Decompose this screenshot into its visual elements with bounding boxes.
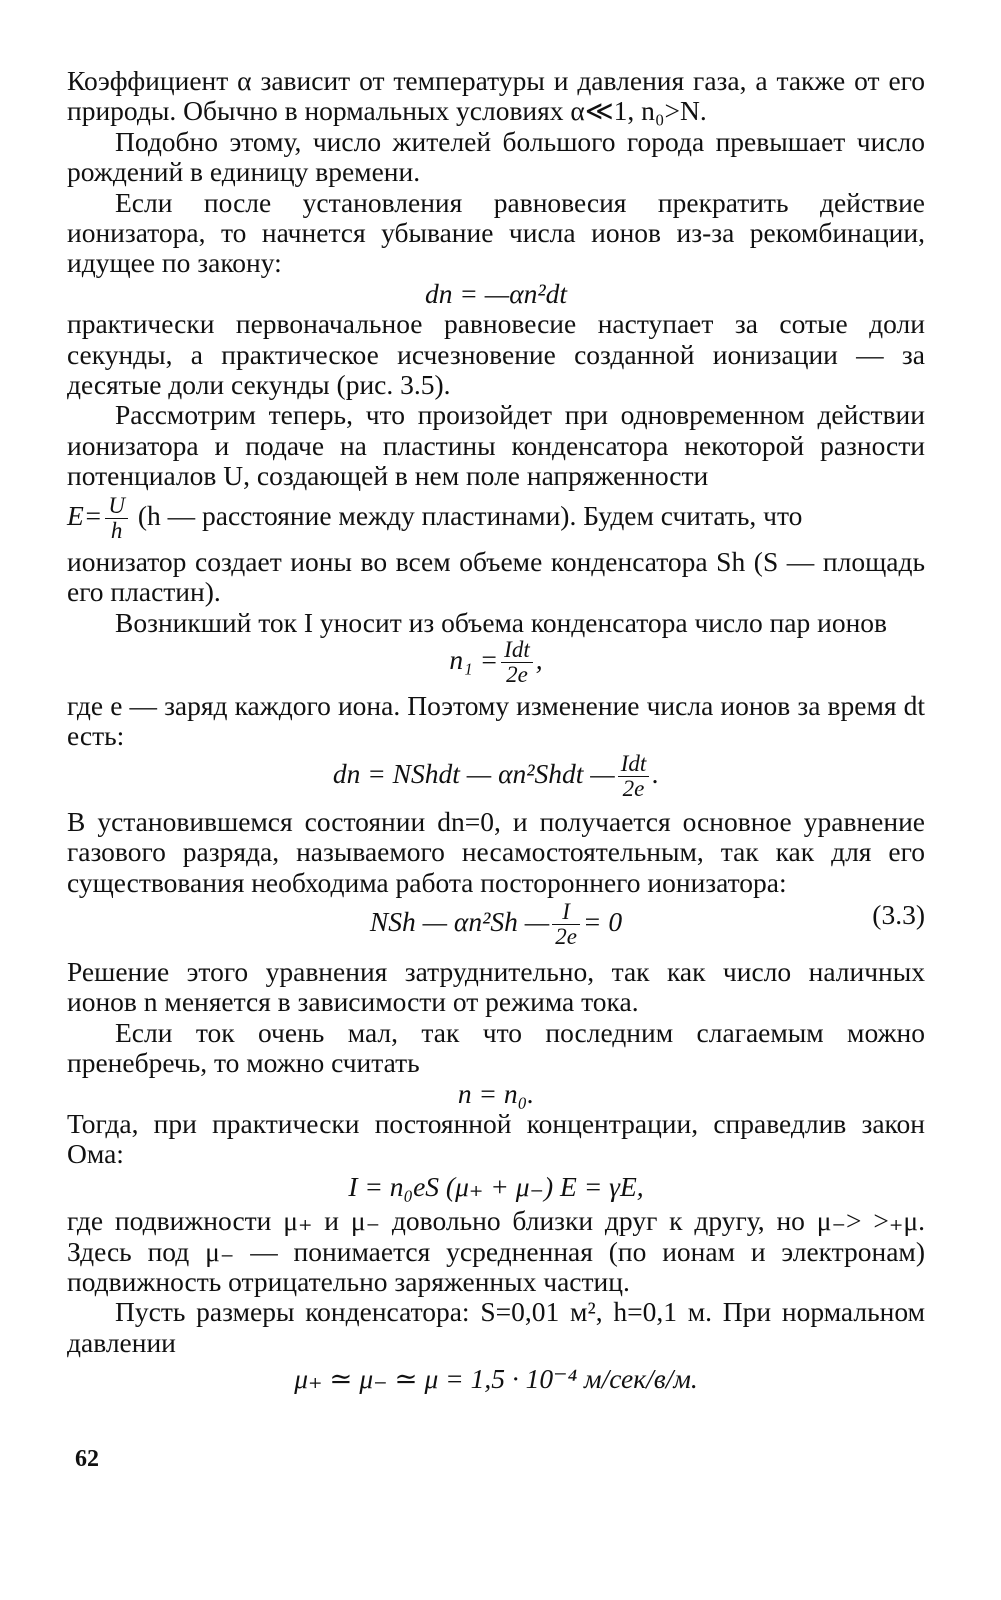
equation-3-3-fraction (552, 900, 580, 949)
equation-n1 (67, 638, 925, 687)
paragraph-2: Подобно этому, число жителей большого города превышает число рождений в единицу времени. (67, 125, 925, 188)
paragraph-4: практически первоначальное равновесие наступает за сотые доли секунды, а практическое исчезновение созданной ионизации — за десятые доли секунды (рис. 3.5). (67, 308, 925, 401)
equation-dn-balance (67, 752, 925, 801)
equation-n1-lhs: n₁ = (449, 643, 499, 675)
paragraph-3: Если после установления равновесия прекратить действие ионизатора, то начнется убывание числа ионов из-за рекомбинации, идущее по закону: (67, 186, 925, 279)
text-column (67, 66, 925, 1395)
paragraph-10: Решение этого уравнения затруднительно, так как число наличных ионов n меняется в зависимости от режима тока. (67, 955, 925, 1018)
equation-dn-balance-fraction (618, 752, 650, 801)
equation-3-3-lhs: NSh — αn²Sh — (369, 905, 550, 937)
equation-dn-balance-tail: . (652, 757, 660, 789)
equation-n1-tail: , (535, 643, 543, 675)
fraction-numerator: Idt (618, 752, 650, 777)
paragraph-13: где подвижности μ₊ и μ₋ довольно близки друг к другу, но μ₋> >₊μ. Здесь под μ₋ — понимается усредненная (по ионам и электронам) подвижность отрицательно заряженных частиц. (67, 1205, 925, 1297)
paragraph-5-continuation (67, 494, 925, 543)
equation-ohm: I = n₀eS (μ₊ + μ₋) E = γE, (348, 1170, 644, 1202)
equation-recombination: dn = —αn²dt (424, 277, 568, 309)
equation-3-3-tail: = 0 (582, 905, 623, 937)
equation-n1-fraction (501, 638, 533, 687)
paragraph-5-tail: (h — расстояние между пластинами). Будем считать, что (137, 499, 803, 531)
paragraph-9: В установившемся состоянии dn=0, и получается основное уравнение газового разряда, называемого несамостоятельным, так как для его существования необходима работа постороннего ионизатора: (67, 805, 925, 898)
fraction-denominator: 2e (555, 923, 577, 949)
equation-dn-balance-lhs: dn = NShdt — αn²Shdt — (332, 757, 615, 789)
fraction-numerator: U (105, 494, 128, 519)
paragraph-14: Пусть размеры конденсатора: S=0,01 м², h=0,1 м. При нормальном давлении (67, 1296, 925, 1358)
field-e-fraction (105, 494, 128, 543)
field-e-lhs: E= (67, 499, 103, 531)
fraction-denominator: 2e (622, 775, 645, 801)
fraction-numerator: I (552, 900, 580, 925)
fraction-denominator: h (110, 517, 123, 543)
paragraph-6: ионизатор создает ионы во всем объеме конденсатора Sh (S — площадь его пластин). (67, 545, 925, 608)
equation-n0: n = n₀. (457, 1077, 535, 1109)
paragraph-1: Коэффициент α зависит от температуры и давления газа, а также от его природы. Обычно в нормальных условиях α≪1, n₀>N. (67, 65, 925, 127)
fraction-numerator: Idt (501, 638, 533, 663)
fraction-denominator: 2e (506, 661, 528, 687)
equation-3-3 (67, 900, 925, 949)
paragraph-12: Тогда, при практически постоянной концентрации, справедлив закон Ома: (67, 1107, 925, 1170)
page-number: 62 (75, 1446, 99, 1472)
paragraph-8: где e — заряд каждого иона. Поэтому изменение числа ионов за время dt есть: (67, 689, 925, 752)
paragraph-5: Рассмотрим теперь, что произойдет при одновременном действии ионизатора и подаче на пластины конденсатора некоторой разности потенциалов U, создающей в нем поле напряженности (67, 399, 925, 492)
equation-number: (3.3) (872, 898, 925, 930)
paragraph-7: Возникший ток I уносит из объема конденсатора число пар ионов (115, 606, 888, 638)
paragraph-11: Если ток очень мал, так что последним слагаемым можно пренебречь, то можно считать (67, 1016, 925, 1079)
equation-mobility: μ₊ ≃ μ₋ ≃ μ = 1,5 · 10⁻⁴ м/сек/в/м. (294, 1363, 698, 1395)
